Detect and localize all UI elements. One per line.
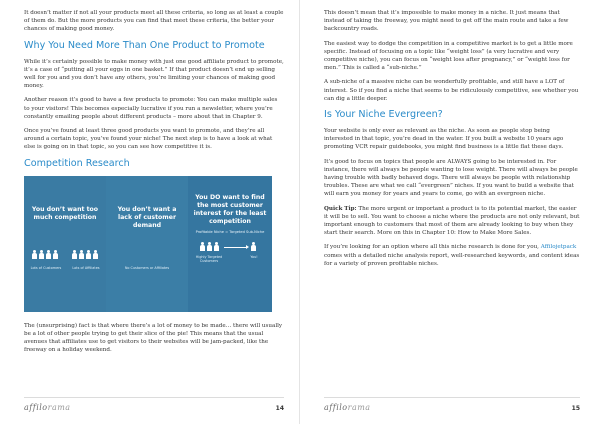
panel-title: You DO want to find the most customer interest for the least competition <box>193 193 267 225</box>
page-number: 15 <box>571 405 580 412</box>
quick-tip-label: Quick Tip: <box>324 205 357 212</box>
affiliate-icon <box>72 250 77 259</box>
panel-subtitle: Profitable Niche = Targeted Sub-Niche <box>195 229 265 234</box>
paragraph: The easiest way to dodge the competition in a competitive market is to get a little more specific. Instead of focusing on a topic like “weight loss” (a very lucrative and very competitive niche), you can focus on “weight loss after pregnancy,” or “weight loss for men.” This is called a “sub-niche.” <box>324 40 573 72</box>
infographic-panel-too-much-competition <box>24 176 106 312</box>
affiliate-icon <box>86 250 91 259</box>
customer-icon <box>32 250 37 259</box>
left-page-content <box>24 9 284 360</box>
quick-tip-text: The more urgent or important a product is to its potential market, the easier it will be to sell. You want to choose a niche where the products are not only relevant, but important enough to customers that most of them are already looking to buy when they start their search. More on this in Chapter 10: How to Make More Sales. <box>324 205 580 237</box>
logo-text: affilo <box>324 403 348 412</box>
quick-tip <box>324 205 580 238</box>
arrow-line <box>224 247 246 248</box>
section-heading-evergreen: Is Your Niche Evergreen? <box>324 109 443 121</box>
customer-icon <box>200 242 205 251</box>
paragraph: This doesn’t mean that it’s impossible to make money in a niche. It just means that instead of taking the freeway, you might need to get off the main route and take a few backcountry roads. <box>324 10 569 33</box>
caption-you: You! <box>250 254 258 259</box>
affiliate-icon <box>93 250 98 259</box>
infographic-panel-sweet-spot <box>188 176 272 312</box>
customer-icon <box>53 250 58 259</box>
text-span: comes with a detailed niche analysis report, well-researched keywords, and content ideas for a variety of proven profitable niches. <box>324 252 580 267</box>
paragraph: It doesn’t matter if not all your products meet all these criteria, so long as at least a couple of them do. But the more products you can find that meet these criteria, the better your chances of making good money. <box>24 10 284 33</box>
text-span: If you’re looking for an option where all this niche research is done for you, <box>324 244 541 251</box>
paragraph: Your website is only ever as relevant as the niche. As soon as people stop being interested in that topic, you’re dead in the water. If you built a website 10 years ago promoting VCR repair guidebooks, you might find business is a little flat these days. <box>324 128 564 151</box>
paragraph: Another reason it’s good to have a few products to promote: You can make multiple sales to your visitors! This becomes especially lucrative if you run a newsletter, where you’re constantly emailing people about different products – more about that in Chapter 9. <box>24 97 278 120</box>
customer-icon <box>46 250 51 259</box>
footer-logo <box>324 403 371 412</box>
panel-title: You don’t want too much competition <box>31 205 99 221</box>
paragraph <box>324 243 580 268</box>
paragraph: While it’s certainly possible to make money with just one good affiliate product to promote, it’s a case of “putting all your eggs in one basket.” If that product doesn’t end up selling well for you and you don’t have any others, you’re limiting your chances of making good money. <box>24 58 284 90</box>
paragraph: A sub-niche of a massive niche can be wonderfully profitable, and still have a LOT of interest. So if you find a niche that seems to be ridiculously competitive, see whether you can dig a little deeper. <box>324 79 579 102</box>
infographic-panel-lack-of-demand <box>106 176 188 312</box>
page-number: 14 <box>275 405 284 412</box>
customer-icon <box>39 250 44 259</box>
caption-targeted-customers: Highly Targeted Customers <box>195 254 223 263</box>
caption-lots-of-customers: Lots of Customers <box>30 265 62 270</box>
you-icon <box>251 242 256 251</box>
section-heading-competition: Competition Research <box>24 157 130 169</box>
logo-text: rama <box>347 403 371 412</box>
logo-text: affilo <box>24 403 48 412</box>
customer-icon <box>207 242 212 251</box>
affiliate-icon <box>79 250 84 259</box>
paragraph: Once you’ve found at least three good products you want to promote, and they’re all around a certain topic, you’ve found your niche! The next step is to have a look at what else is going on in that topic, so you can see how competitive it is. <box>24 128 273 151</box>
footer-rule <box>324 397 580 398</box>
affilojetpack-link[interactable]: Affilojetpack <box>540 244 577 251</box>
logo-text: rama <box>47 403 71 412</box>
paragraph: The (unsurprising) fact is that where there’s a lot of money to be made… there will usually be a lot of other people trying to get their slice of the pie! This means that the usual avenues that affiliates use to get visitors to their websites will be jam-packed, like the freeway on a holiday weekend. <box>24 322 283 354</box>
arrow-head-icon <box>246 245 249 249</box>
customer-icon <box>214 242 219 251</box>
panel-title: You don’t want a lack of customer demand <box>117 205 177 229</box>
paragraph: It’s good to focus on topics that people are ALWAYS going to be interested in. For instance, there will always be people wanting to lose weight. There will always be people having trouble with badly behaved dogs. There will always be people with relationship troubles. These are what we call “evergreen” niches. If you want to build a website that will earn you money for years and years to come, go with an evergreen niche. <box>324 158 578 198</box>
caption-no-customers: No Customers or Affiliates <box>124 265 170 270</box>
right-page <box>300 0 600 424</box>
competition-infographic <box>24 176 272 312</box>
caption-lots-of-affiliates: Lots of Affiliates <box>72 265 100 270</box>
footer-rule <box>24 397 284 398</box>
right-page-content <box>324 9 580 274</box>
footer-logo <box>24 403 71 412</box>
section-heading-more-products: Why You Need More Than One Product to Promote <box>24 39 265 51</box>
